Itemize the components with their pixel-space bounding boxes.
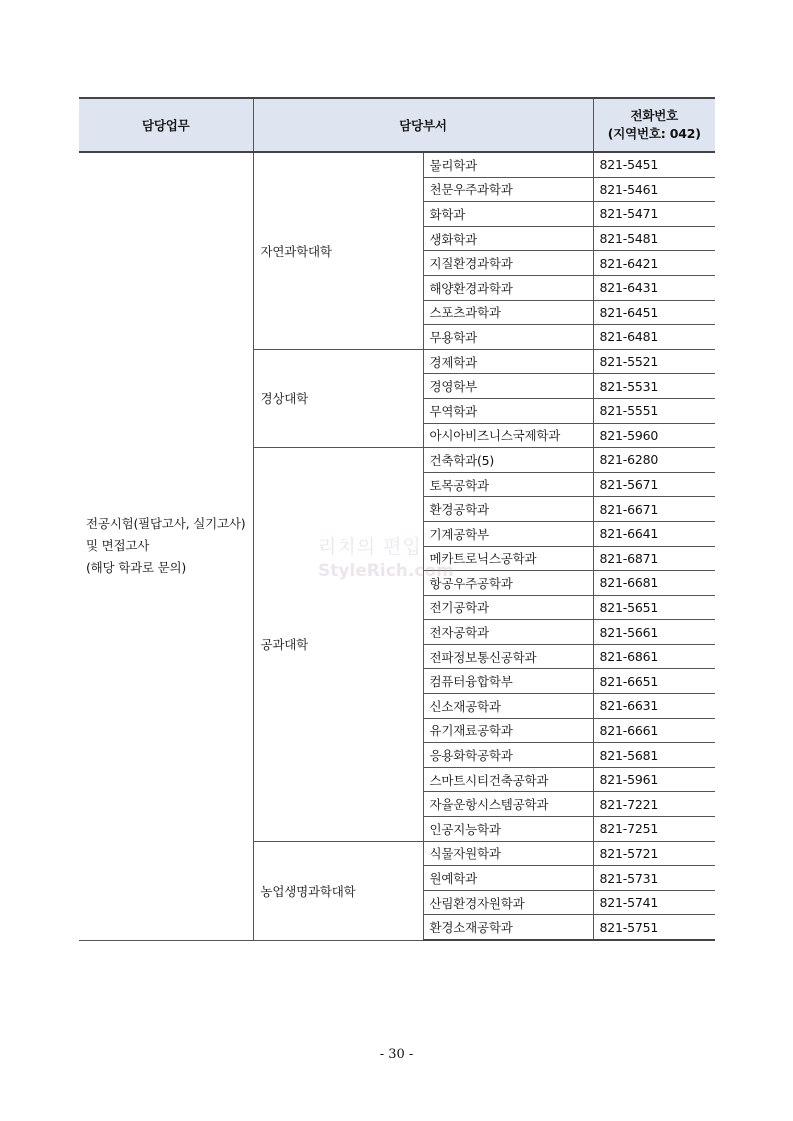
phone-number: 821-5531 — [593, 374, 715, 399]
department-name: 지질환경과학과 — [423, 251, 593, 276]
department-name: 기계공학부 — [423, 521, 593, 546]
department-name: 경영학부 — [423, 374, 593, 399]
phone-number: 821-5961 — [593, 767, 715, 792]
phone-number: 821-5471 — [593, 202, 715, 227]
department-name: 천문우주과학과 — [423, 177, 593, 202]
phone-number: 821-6661 — [593, 718, 715, 743]
phone-number: 821-5681 — [593, 743, 715, 768]
department-name: 무용학과 — [423, 325, 593, 350]
phone-number: 821-6671 — [593, 497, 715, 522]
department-name: 식물자원학과 — [423, 841, 593, 866]
phone-number: 821-6861 — [593, 644, 715, 669]
department-name: 항공우주공학과 — [423, 571, 593, 596]
phone-number: 821-5521 — [593, 349, 715, 374]
phone-number: 821-5451 — [593, 152, 715, 177]
header-area-code: (지역번호: 042) — [607, 126, 701, 141]
phone-number: 821-5741 — [593, 890, 715, 915]
phone-number: 821-5671 — [593, 472, 715, 497]
phone-number: 821-5960 — [593, 423, 715, 448]
department-name: 아시아비즈니스국제학과 — [423, 423, 593, 448]
phone-number: 821-5651 — [593, 595, 715, 620]
department-name: 신소재공학과 — [423, 694, 593, 719]
contact-table — [79, 97, 715, 941]
watermark-line2: StyleRich.com — [318, 561, 454, 581]
department-name: 자율운항시스템공학과 — [423, 792, 593, 817]
header-phone — [593, 98, 715, 152]
phone-number: 821-6681 — [593, 571, 715, 596]
department-name: 경제학과 — [423, 349, 593, 374]
department-name: 전기공학과 — [423, 595, 593, 620]
department-name: 유기재료공학과 — [423, 718, 593, 743]
department-name: 응용화학공학과 — [423, 743, 593, 768]
phone-number: 821-5751 — [593, 915, 715, 940]
department-name: 물리학과 — [423, 152, 593, 177]
table-body — [79, 152, 715, 940]
department-name: 원예학과 — [423, 866, 593, 891]
department-name: 스마트시티건축공학과 — [423, 767, 593, 792]
department-name: 환경공학과 — [423, 497, 593, 522]
table-row — [79, 152, 715, 177]
phone-number: 821-7251 — [593, 817, 715, 842]
department-name: 건축학과(5) — [423, 448, 593, 473]
college-name: 경상대학 — [253, 349, 423, 447]
phone-number: 821-5661 — [593, 620, 715, 645]
phone-number: 821-5551 — [593, 398, 715, 423]
phone-number: 821-5481 — [593, 226, 715, 251]
phone-number: 821-5461 — [593, 177, 715, 202]
phone-number: 821-6431 — [593, 275, 715, 300]
department-name: 생화학과 — [423, 226, 593, 251]
phone-number: 821-6280 — [593, 448, 715, 473]
duty-line: 전공시험(필답고사, 실기고사) — [86, 516, 246, 532]
header-phone-label: 전화번호 — [630, 108, 679, 123]
phone-number: 821-6481 — [593, 325, 715, 350]
header-duty: 담당업무 — [79, 98, 253, 152]
phone-number: 821-5721 — [593, 841, 715, 866]
duty-line: 및 면접고사 — [86, 538, 150, 554]
phone-number: 821-6641 — [593, 521, 715, 546]
department-name: 전파정보통신공학과 — [423, 644, 593, 669]
department-name: 무역학과 — [423, 398, 593, 423]
department-name: 환경소재공학과 — [423, 915, 593, 940]
duty-line: (해당 학과로 문의) — [86, 560, 187, 576]
watermark-line1: 리치의 편입 — [318, 536, 422, 558]
department-name: 산림환경자원학과 — [423, 890, 593, 915]
page-number: - 30 - — [379, 1047, 414, 1062]
college-name: 농업생명과학대학 — [253, 841, 423, 940]
phone-number: 821-5731 — [593, 866, 715, 891]
header-department: 담당부서 — [253, 98, 593, 152]
phone-number: 821-6651 — [593, 669, 715, 694]
duty-cell — [79, 152, 253, 940]
phone-number: 821-7221 — [593, 792, 715, 817]
department-name: 전자공학과 — [423, 620, 593, 645]
department-name: 토목공학과 — [423, 472, 593, 497]
college-name: 공과대학 — [253, 448, 423, 842]
phone-number: 821-6631 — [593, 694, 715, 719]
department-name: 인공지능학과 — [423, 817, 593, 842]
department-name: 해양환경과학과 — [423, 275, 593, 300]
department-name: 스포츠과학과 — [423, 300, 593, 325]
department-name: 컴퓨터융합학부 — [423, 669, 593, 694]
college-name: 자연과학대학 — [253, 152, 423, 349]
phone-number: 821-6421 — [593, 251, 715, 276]
table-header-row — [79, 98, 715, 152]
phone-number: 821-6871 — [593, 546, 715, 571]
phone-number: 821-6451 — [593, 300, 715, 325]
department-name: 메카트로닉스공학과 — [423, 546, 593, 571]
department-name: 화학과 — [423, 202, 593, 227]
